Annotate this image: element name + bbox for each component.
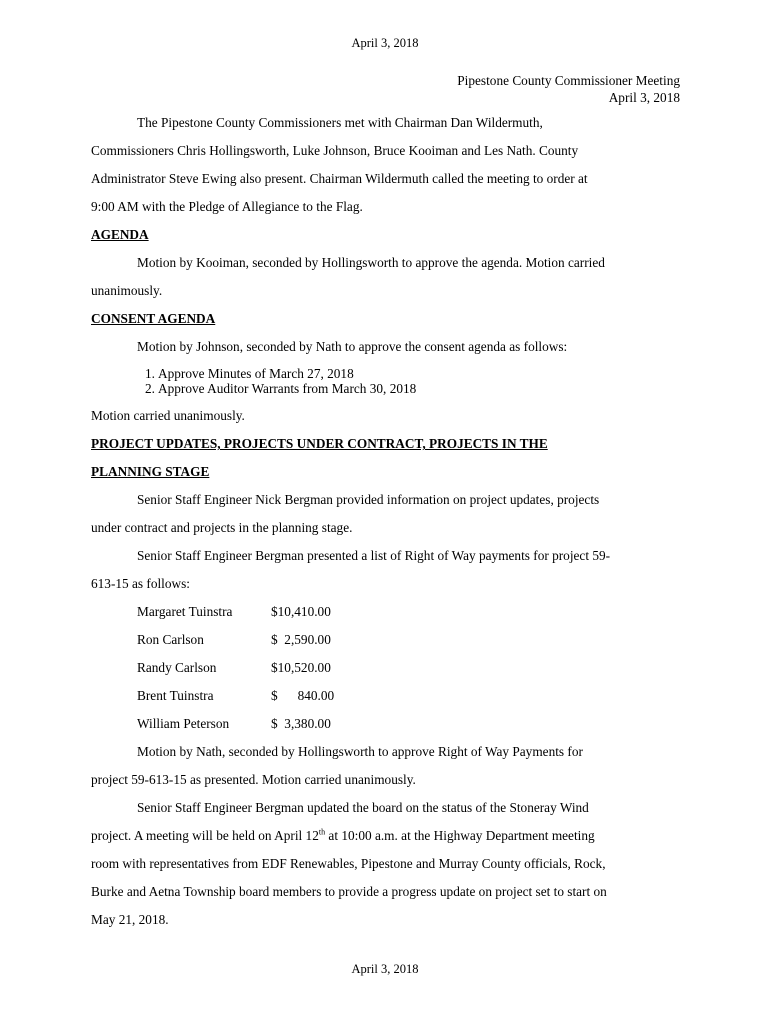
projects-p4-line bbox=[91, 828, 595, 844]
meeting-date: April 3, 2018 bbox=[608, 90, 680, 105]
p4-text: project. A meeting will be held on April 12 bbox=[91, 828, 319, 843]
projects-heading: PROJECT UPDATES, PROJECTS UNDER CONTRACT, PROJECTS IN THE bbox=[91, 436, 548, 451]
payment-amount: $10,410.00 bbox=[271, 604, 331, 619]
projects-p3-line: project 59-613-15 as presented. Motion carried unanimously. bbox=[91, 772, 416, 787]
projects-p2-line: Senior Staff Engineer Bergman presented a list of Right of Way payments for project 59- bbox=[137, 548, 611, 563]
projects-p1-line: Senior Staff Engineer Nick Bergman provided information on project updates, projects bbox=[137, 492, 600, 507]
projects-p3-line: Motion by Nath, seconded by Hollingsworth to approve Right of Way Payments for bbox=[137, 744, 583, 759]
agenda-line: Motion by Kooiman, seconded by Hollingsworth to approve the agenda. Motion carried bbox=[137, 255, 605, 270]
intro-line: Commissioners Chris Hollingsworth, Luke Johnson, Bruce Kooiman and Les Nath. County bbox=[91, 143, 579, 158]
intro-line: The Pipestone County Commissioners met with Chairman Dan Wildermuth, bbox=[137, 115, 543, 130]
projects-p1-line: under contract and projects in the planning stage. bbox=[91, 520, 353, 535]
consent-motion: Motion by Johnson, seconded by Nath to approve the consent agenda as follows: bbox=[137, 339, 568, 354]
projects-p4-line: May 21, 2018. bbox=[91, 912, 169, 927]
p4-superscript: th bbox=[318, 827, 326, 837]
consent-list-item bbox=[145, 381, 416, 396]
agenda-heading: AGENDA bbox=[91, 227, 149, 242]
list-number: 2. bbox=[145, 381, 155, 396]
consent-heading: CONSENT AGENDA bbox=[91, 311, 216, 326]
consent-list-item bbox=[145, 366, 354, 381]
projects-p4-line: Burke and Aetna Township board members to provide a progress update on project set to start on bbox=[91, 884, 607, 899]
payee-name: Brent Tuinstra bbox=[137, 688, 214, 703]
intro-line: Administrator Steve Ewing also present. Chairman Wildermuth called the meeting to order at bbox=[91, 171, 588, 186]
payment-amount: $ 840.00 bbox=[271, 688, 335, 703]
list-number: 1. bbox=[145, 366, 155, 381]
list-text: Approve Minutes of March 27, 2018 bbox=[158, 366, 354, 381]
agenda-line: unanimously. bbox=[91, 283, 163, 298]
projects-p2-line: 613-15 as follows: bbox=[91, 576, 190, 591]
projects-heading-cont: PLANNING STAGE bbox=[91, 464, 210, 479]
payment-amount: $10,520.00 bbox=[271, 660, 331, 675]
projects-p4-line: room with representatives from EDF Renewables, Pipestone and Murray County officials, Rock, bbox=[91, 856, 606, 871]
payee-name: William Peterson bbox=[137, 716, 230, 731]
payee-name: Margaret Tuinstra bbox=[137, 604, 233, 619]
intro-line: 9:00 AM with the Pledge of Allegiance to the Flag. bbox=[91, 199, 363, 214]
payee-name: Randy Carlson bbox=[137, 660, 217, 675]
payment-amount: $ 2,590.00 bbox=[271, 632, 331, 647]
consent-result: Motion carried unanimously. bbox=[91, 408, 245, 423]
p4-text: at 10:00 a.m. at the Highway Department meeting bbox=[325, 828, 595, 843]
list-text: Approve Auditor Warrants from March 30, 2018 bbox=[158, 381, 417, 396]
payee-name: Ron Carlson bbox=[137, 632, 204, 647]
meeting-title: Pipestone County Commissioner Meeting bbox=[457, 73, 680, 88]
payment-amount: $ 3,380.00 bbox=[271, 716, 331, 731]
projects-p4-line: Senior Staff Engineer Bergman updated the board on the status of the Stoneray Wind bbox=[137, 800, 589, 815]
page-footer-date: April 3, 2018 bbox=[351, 962, 419, 976]
page-header-date: April 3, 2018 bbox=[351, 36, 419, 50]
